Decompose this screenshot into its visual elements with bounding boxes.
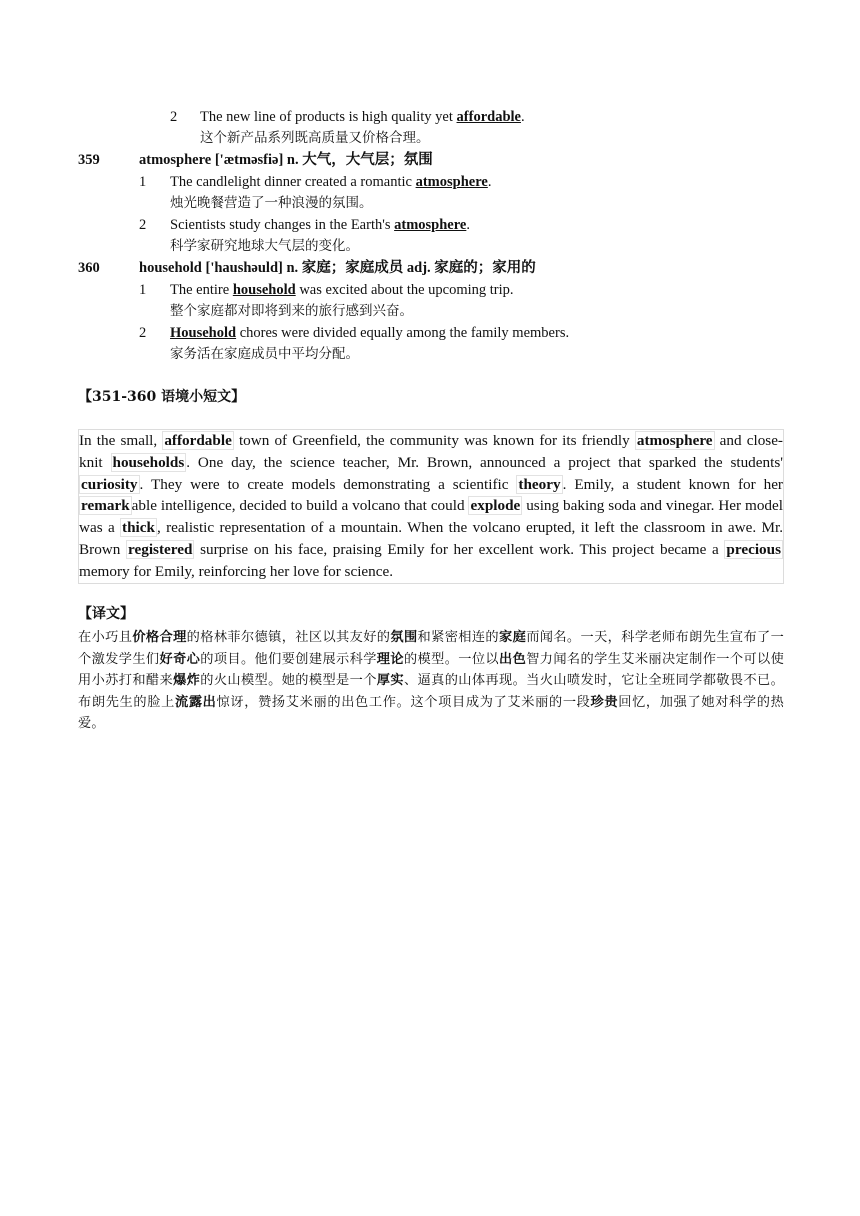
story-keyword: theory — [518, 475, 561, 493]
story-text: able intelligence, decided to build a volcano that could — [131, 497, 469, 515]
translation-paragraph — [78, 627, 784, 735]
example-number: 1 — [139, 174, 147, 190]
keyword: Household — [170, 325, 237, 341]
story-text: town of Greenfield, the community was known for its friendly — [233, 432, 635, 449]
example-translation: 整个家庭都对即将到来的旅行感到兴奋。 — [170, 303, 413, 319]
example-number: 2 — [139, 217, 147, 233]
story-keyword: atmosphere — [636, 432, 713, 449]
example-number: 1 — [139, 282, 147, 298]
translation-text: 的火山模型。她的模型是一个 — [200, 673, 377, 688]
story-text: . One day, the science teacher, Mr. Brown, announced a project that sparked the students' — [186, 453, 783, 471]
story-text: In the small, — [79, 432, 163, 449]
sentence-text: Scientists study changes in the Earth's — [170, 217, 395, 233]
story-paragraph — [78, 429, 784, 584]
translation-keyword: 好奇心 — [159, 651, 201, 667]
translation-keyword: 厚实 — [376, 673, 404, 688]
translation-keyword: 出色 — [499, 651, 527, 667]
sentence-text: The candlelight dinner created a romantic — [170, 174, 416, 190]
story-keyword: remark — [81, 497, 130, 515]
translation-text: 的模型。一位以 — [403, 651, 500, 667]
story-text: . Emily, a student known for her — [562, 475, 783, 493]
sentence-text: chores were divided equally among the family members. — [236, 325, 570, 341]
translation-text: 惊讶，赞扬艾米丽的出色工作。这个项目成为了艾米丽的一段 — [216, 694, 591, 710]
story-keyword: explode — [470, 497, 521, 515]
translation-keyword: 珍贵 — [590, 694, 619, 710]
translation-keyword: 家庭 — [499, 630, 527, 645]
translation-keyword: 氛围 — [390, 630, 418, 645]
story-keyword: precious — [726, 540, 781, 558]
story-section-title: 【351-360 语境小短文】 — [78, 389, 246, 405]
example-translation: 科学家研究地球大气层的变化。 — [170, 238, 359, 254]
translation-text: 而闻名。一天，科学老师布朗先生宣布了一个激发学生们 — [78, 630, 785, 667]
example-number: 2 — [170, 109, 178, 125]
example-translation: 家务活在家庭成员中平均分配。 — [170, 346, 359, 362]
story-text: using baking soda and vinegar. Her model was a — [79, 497, 783, 537]
translation-keyword: 理论 — [376, 651, 404, 667]
translation-text: 的格林菲尔德镇，社区以其友好的 — [186, 630, 391, 645]
translation-keyword: 流露出 — [174, 694, 217, 710]
translation-text: 回忆，加强了她对科学的热爱。 — [78, 694, 784, 731]
example-translation: 烛光晚餐营造了一种浪漫的氛围。 — [170, 195, 373, 211]
sentence-text: The entire — [170, 282, 233, 298]
keyword: atmosphere — [415, 174, 488, 190]
keyword: household — [232, 282, 296, 298]
entry-number: 360 — [78, 260, 100, 276]
translation-text: 、逼真的山体再现。当火山喷发时，它让全班同学都敬畏不已。布朗先生的脸上 — [78, 673, 784, 710]
story-keyword: registered — [128, 540, 193, 558]
story-keyword: affordable — [164, 432, 232, 449]
translation-text: 在小巧且 — [78, 630, 133, 645]
keyword: affordable — [456, 109, 521, 125]
story-text: , realistic representation of a mountain. When the volcano erupted, it left the classroom in awe. Mr. Brown — [79, 519, 783, 558]
sentence-text: The new line of products is high quality yet — [200, 109, 457, 125]
sentence-text: . — [466, 217, 470, 233]
story-text: . They were to create models demonstrating a scientific — [139, 475, 517, 493]
story-keyword: households — [112, 453, 185, 471]
keyword: atmosphere — [394, 217, 467, 233]
entry-headword: household ['haushəuld] n. 家庭；家庭成员 adj. 家庭的；家用的 — [139, 260, 536, 276]
entry-headword: atmosphere ['ætməsfiə] n. 大气，大气层；氛围 — [139, 152, 433, 168]
story-text: and close-knit — [79, 432, 783, 471]
story-text: surprise on his face, praising Emily for her excellent work. This project became a — [194, 540, 725, 558]
translation-keyword: 价格合理 — [132, 630, 187, 645]
sentence-text: . — [487, 174, 492, 190]
example-sentence — [170, 172, 491, 192]
story-keyword: thick — [122, 519, 155, 537]
sentence-text: . — [520, 109, 525, 125]
translation-section-title: 【译文】 — [78, 606, 134, 622]
translation-keyword: 爆炸 — [173, 673, 201, 688]
entry-number: 359 — [78, 152, 100, 168]
translation-text: 和紧密相连的 — [417, 630, 500, 645]
story-text: memory for Emily, reinforcing her love for science. — [79, 562, 394, 580]
sentence-text: was excited about the upcoming trip. — [295, 282, 514, 298]
translation-text: 智力闻名的学生艾米丽决定制作一个可以使用小苏打和醋来 — [78, 651, 785, 688]
example-sentence — [170, 323, 569, 343]
translation-text: 的项目。他们要创建展示科学 — [200, 651, 377, 667]
story-keyword: curiosity — [81, 475, 138, 493]
example-sentence — [200, 107, 525, 127]
example-number: 2 — [139, 325, 147, 341]
example-sentence — [170, 215, 470, 235]
example-translation: 这个新产品系列既高质量又价格合理。 — [200, 130, 430, 146]
example-sentence — [170, 280, 514, 300]
